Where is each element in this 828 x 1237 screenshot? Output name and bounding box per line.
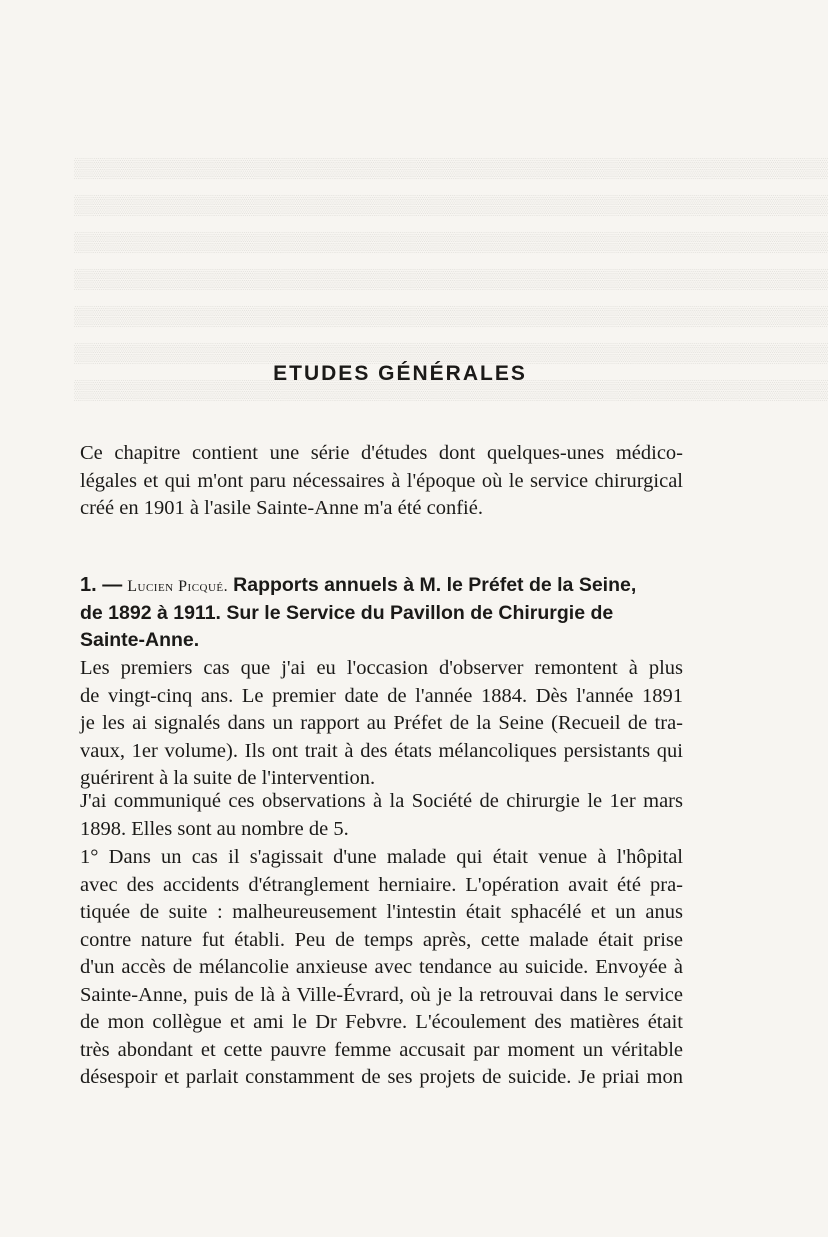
body-line: Sainte-Anne, puis de là à Ville-Évrard, où je la retrouvai dans le service [80, 983, 683, 1006]
entry-number: 1. — [80, 574, 123, 596]
body-line: contre nature fut établi. Peu de temps après, cette malade était prise [80, 928, 683, 951]
body-line: Les premiers cas que j'ai eu l'occasion d'observer remontent à plus [80, 657, 683, 679]
body-line: très abondant et cette pauvre femme accusait par moment un véritable [80, 1038, 683, 1061]
body-line: 1898. Elles sont au nombre de 5. [80, 817, 349, 840]
body-line: tiquée de suite : malheureusement l'intestin était sphacélé et un anus [80, 901, 683, 923]
intro-line: légales et qui m'ont paru nécessaires à l'époque où le service chirurgical [80, 469, 683, 492]
body-line: d'un accès de mélancolie anxieuse avec tendance au suicide. Envoyée à [80, 956, 683, 978]
body-paragraph [80, 655, 683, 793]
body-line: je les ai signalés dans un rapport au Préfet de la Seine (Recueil de tra- [80, 712, 683, 734]
body-line: désespoir et parlait constamment de ses projets de suicide. Je priai mon [80, 1066, 683, 1088]
bibliography-entry [80, 572, 685, 654]
entry-title: Rapports annuels à M. le Préfet de la Seine, [233, 574, 637, 596]
intro-paragraph [80, 440, 683, 523]
body-paragraph [80, 844, 683, 1092]
body-line: avec des accidents d'étranglement herniaire. L'opération avait été pra- [80, 873, 683, 896]
body-paragraph [80, 788, 683, 843]
chapter-heading: ETUDES GÉNÉRALES [273, 362, 527, 385]
body-line: J'ai communiqué ces observations à la Société de chirurgie le 1er mars [80, 790, 683, 812]
body-line: de mon collègue et ami le Dr Febvre. L'écoulement des matières était [80, 1011, 683, 1033]
entry-title: de 1892 à 1911. Sur le Service du Pavillon de Chirurgie de [80, 602, 614, 624]
body-line: 1° Dans un cas il s'agissait d'une malade qui était venue à l'hôpital [80, 846, 683, 868]
entry-title: Sainte-Anne. [80, 629, 200, 651]
body-line: guérirent à la suite de l'intervention. [80, 767, 376, 789]
entry-author: Lucien Picqué. [127, 578, 229, 595]
show-through-text: ▒▒▒▒▒▒▒▒▒▒▒▒▒▒▒▒▒▒▒▒▒▒▒▒▒▒▒▒▒▒▒▒▒▒▒▒▒▒▒▒▒▒▒▒▒▒▒▒▒▒▒▒▒▒▒▒ ▒▒▒▒▒▒▒▒▒▒▒▒▒▒▒▒▒▒▒▒▒▒▒▒▒▒▒▒▒▒▒▒▒▒▒▒▒▒▒▒▒▒▒▒▒▒▒▒▒▒▒▒▒▒▒▒ ▒▒▒▒▒▒▒▒▒▒▒▒▒▒▒▒▒▒▒▒▒▒▒▒▒▒▒▒▒▒▒▒▒▒▒▒▒▒▒▒▒▒▒▒▒▒▒▒▒▒▒▒▒▒▒▒ ▒▒▒▒▒▒▒▒▒▒▒▒▒▒▒▒▒▒▒▒▒▒▒▒▒▒▒▒▒▒▒▒▒▒▒▒▒▒▒▒▒▒▒▒▒▒▒▒▒▒▒▒▒▒▒▒ ▒▒▒▒▒▒▒▒▒▒▒▒▒▒▒▒▒▒▒▒▒▒▒▒▒▒▒▒▒▒▒▒▒▒▒▒▒▒▒▒▒▒▒▒▒▒▒▒▒▒▒▒▒▒▒▒ ▒▒▒▒▒▒▒▒▒▒▒▒▒▒▒▒▒▒▒▒▒▒▒▒▒▒▒▒▒▒▒▒▒▒▒▒▒▒▒▒▒▒▒▒▒▒▒▒▒▒▒▒▒▒▒▒ ▒▒▒▒▒▒▒▒▒▒▒▒▒▒▒▒▒▒▒▒▒▒▒▒▒▒▒▒▒▒▒▒▒▒▒▒▒▒▒▒▒▒▒▒▒▒▒▒▒▒▒▒▒▒▒▒ [74, 158, 828, 401]
body-line: vaux, 1er volume). Ils ont trait à des états mélancoliques persistants qui [80, 739, 683, 762]
intro-line: Ce chapitre contient une série d'études dont quelques-unes médico- [80, 442, 683, 464]
intro-line: créé en 1901 à l'asile Sainte-Anne m'a été confié. [80, 497, 483, 519]
body-line: de vingt-cinq ans. Le premier date de l'année 1884. Dès l'année 1891 [80, 684, 683, 707]
